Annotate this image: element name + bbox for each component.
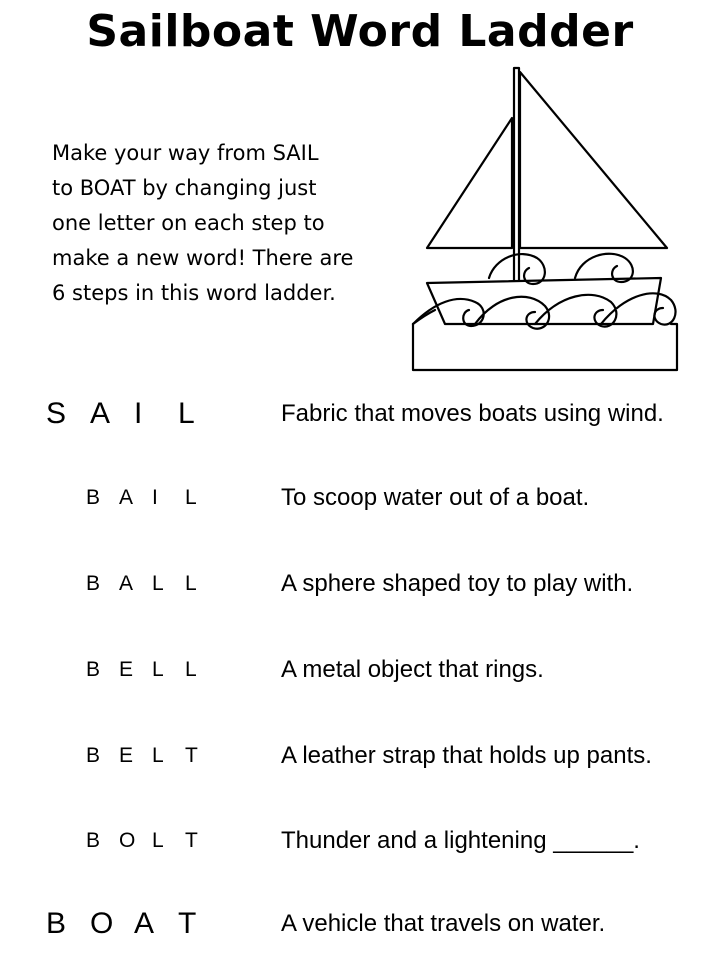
- letter: T: [178, 907, 197, 940]
- letter: L: [152, 572, 164, 595]
- ladder-clue: To scoop water out of a boat.: [281, 484, 590, 511]
- letter: I: [134, 397, 143, 430]
- letter: A: [119, 486, 134, 509]
- ladder-step: [0, 819, 720, 863]
- ladder-clue: Thunder and a lightening ______.: [281, 827, 640, 854]
- ladder-step: [0, 734, 720, 778]
- ladder-clue: A metal object that rings.: [281, 656, 544, 683]
- ladder-word: [0, 902, 222, 946]
- letter: L: [185, 658, 197, 681]
- instructions-line: one letter on each step to: [52, 211, 325, 235]
- instructions-line: to BOAT by changing just: [52, 176, 317, 200]
- letter: L: [178, 397, 195, 430]
- letter: B: [86, 486, 101, 509]
- ladder-clue: A leather strap that holds up pants.: [281, 742, 652, 769]
- letter: L: [185, 572, 197, 595]
- letter: L: [152, 744, 164, 767]
- letter: L: [185, 486, 197, 509]
- instructions: [52, 136, 382, 311]
- instructions-line: make a new word! There are: [52, 246, 354, 270]
- ladder-clue: A vehicle that travels on water.: [281, 910, 606, 937]
- letter: L: [152, 829, 164, 852]
- ladder-word: [0, 392, 222, 436]
- ladder-word: [0, 648, 218, 692]
- letter: B: [86, 744, 101, 767]
- instructions-line: Make your way from SAIL: [52, 141, 319, 165]
- letter: E: [119, 658, 134, 681]
- ladder-word: [0, 819, 218, 863]
- ladder-clue: A sphere shaped toy to play with.: [281, 570, 634, 597]
- letter: B: [86, 658, 101, 681]
- letter: A: [119, 572, 134, 595]
- letter: S: [46, 397, 67, 430]
- letter: L: [152, 658, 164, 681]
- page-title: Sailboat Word Ladder: [86, 6, 634, 57]
- letter: O: [90, 907, 114, 940]
- sailboat-icon: [405, 62, 685, 378]
- ladder-step-start: [0, 392, 720, 436]
- ladder-word: [0, 476, 218, 520]
- letter: B: [86, 829, 101, 852]
- letter: O: [119, 829, 136, 852]
- letter: T: [185, 744, 198, 767]
- letter: B: [86, 572, 101, 595]
- letter: A: [90, 397, 111, 430]
- letter: E: [119, 744, 134, 767]
- ladder-step-end: [0, 902, 720, 946]
- ladder-step: [0, 648, 720, 692]
- letter: B: [46, 907, 67, 940]
- letter: T: [185, 829, 198, 852]
- ladder-step: [0, 562, 720, 606]
- letter: A: [134, 907, 155, 940]
- ladder-step: [0, 476, 720, 520]
- letter: I: [152, 486, 158, 509]
- ladder-clue: Fabric that moves boats using wind.: [281, 400, 664, 427]
- instructions-line: 6 steps in this word ladder.: [52, 281, 336, 305]
- ladder-word: [0, 562, 218, 606]
- ladder-word: [0, 734, 218, 778]
